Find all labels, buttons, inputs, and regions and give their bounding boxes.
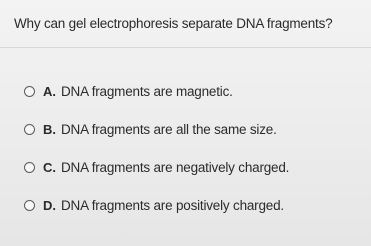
radio-button-c[interactable] xyxy=(24,162,35,173)
answer-option-a[interactable] xyxy=(24,84,233,99)
answer-option-c[interactable] xyxy=(24,160,289,175)
option-label: DNA fragments are positively charged. xyxy=(61,198,284,213)
option-label: DNA fragments are magnetic. xyxy=(61,84,233,99)
option-label: DNA fragments are all the same size. xyxy=(61,122,277,137)
radio-button-a[interactable] xyxy=(24,86,35,97)
radio-button-d[interactable] xyxy=(24,200,35,211)
question-text: Why can gel electrophoresis separate DNA fragments? xyxy=(14,16,333,31)
option-letter: C. xyxy=(43,160,56,175)
option-label: DNA fragments are negatively charged. xyxy=(61,160,290,175)
divider xyxy=(0,47,371,48)
answer-option-d[interactable] xyxy=(24,198,284,213)
option-letter: D. xyxy=(43,198,56,213)
radio-button-b[interactable] xyxy=(24,124,35,135)
option-letter: A. xyxy=(43,84,56,99)
option-letter: B. xyxy=(43,122,56,137)
answer-option-b[interactable] xyxy=(24,122,277,137)
